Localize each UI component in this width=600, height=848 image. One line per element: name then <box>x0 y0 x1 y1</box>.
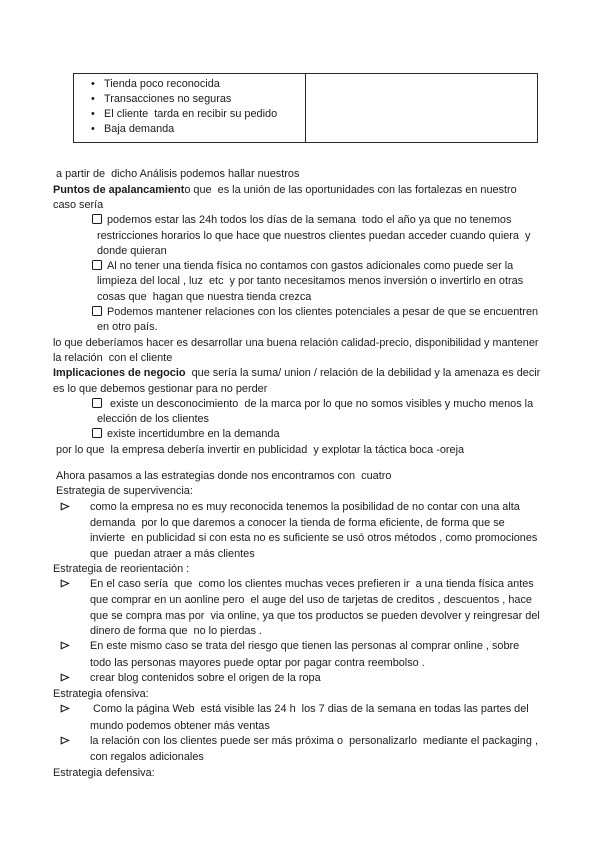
arrowhead-bullet-icon <box>75 703 85 718</box>
label-estrategia-defensiva <box>53 766 541 781</box>
table-row <box>74 74 538 143</box>
arrow-item-text: como la empresa no es muy reconocida tenemos la posibilidad de no contar con una alta demanda por lo que daremos a conocer la tienda de forma eficiente, de forma que se invierte en publicidad si con esta no es suficiente se usó otros métodos , como promociones que puedan atraer a más clientes <box>90 500 541 560</box>
list-item <box>74 122 301 137</box>
conclusion-paragraph <box>53 443 541 458</box>
checkbox-icon <box>92 306 102 316</box>
intro-text: a partir de dicho Análisis podemos hallar nuestros <box>53 168 300 181</box>
strategy-label-text: Estrategia de reorientación : <box>53 562 190 575</box>
checkbox-icon <box>92 260 102 270</box>
checklist-item-text: existe incertidumbre en la demanda <box>107 428 280 441</box>
arrow-item-text: En el caso sería que como los clientes muchas veces prefieren ir a una tienda física antes que comprar en un aonline pero el auge del uso de tarjetas de creditos , descuentos , hace que se compra mas por via online, ya que tos productos se pueden devolver y reingresar del dinero de forma que no lo pierdas . <box>90 578 543 637</box>
checklist-item <box>53 397 541 428</box>
heading-bold-text: Puntos de apalancamient <box>53 183 185 196</box>
conclusion-paragraph <box>53 336 541 367</box>
table-cell-weaknesses <box>74 74 306 143</box>
bullet-icon: • <box>91 108 95 121</box>
table-cell-empty <box>306 74 538 143</box>
bullet-icon: • <box>91 123 95 136</box>
list-item <box>74 77 301 92</box>
conclusion-text: lo que deberíamos hacer es desarrollar una buena relación calidad-precio, disponibilidad y mantener la relación con el cliente <box>53 336 542 364</box>
label-estrategia-reorientacion <box>53 562 541 577</box>
strategy-label-text: Estrategia ofensiva: <box>53 688 149 701</box>
arrowhead-bullet-icon <box>75 672 85 687</box>
arrowhead-bullet-icon <box>75 501 85 516</box>
bullet-icon: • <box>91 78 95 90</box>
label-estrategia-ofensiva <box>53 687 541 702</box>
heading-implicaciones-negocio <box>53 366 547 397</box>
arrow-item-text: la relación con los clientes puede ser más próxima o personalizarlo mediante el packaging , con regalos adicionales <box>90 735 541 764</box>
strategy-label-text: Estrategia defensiva: <box>53 766 155 779</box>
checklist-item-text: existe un desconocimiento de la marca por lo que no somos visibles y mucho menos la elección de los clientes <box>97 397 537 426</box>
bullet-icon: • <box>91 93 95 106</box>
arrow-list-item <box>53 577 541 639</box>
swot-table <box>73 73 538 143</box>
arrowhead-bullet-icon <box>75 735 85 750</box>
list-item-text: Tienda poco reconocida <box>104 78 220 90</box>
checklist-item <box>53 305 541 336</box>
checkbox-icon <box>92 214 102 224</box>
checklist-item-text: Al no tener una tienda física no contamos con gastos adicionales como puede ser la limpieza del local , luz etc y por tanto necesitamos menos inversión o invertirlo en otras cosas que hagan que nuestra tienda crezca <box>97 260 527 303</box>
arrow-list-item <box>53 702 541 734</box>
arrow-list-item <box>53 639 541 671</box>
checklist-item-text: Podemos mantener relaciones con los clientes potenciales a pesar de que se encuentren en otro país. <box>97 306 542 334</box>
arrow-list-item <box>53 671 541 687</box>
arrow-list-item <box>53 500 541 562</box>
strategy-label-text: Estrategia de supervivencia: <box>53 485 193 498</box>
list-item-text: Transacciones no seguras <box>104 93 232 106</box>
arrow-list-item <box>53 734 541 766</box>
estrategias-intro-text: Ahora pasamos a las estrategias donde nos encontramos con cuatro <box>53 470 392 483</box>
heading-bold-text: Implicaciones de negocio <box>53 367 186 380</box>
estrategias-intro-paragraph <box>53 469 541 484</box>
heading-rest-text: que sería la suma/ union / relación de la debilidad y la amenaza es decir es lo que debemos gestionar para no perder <box>53 367 547 395</box>
list-item <box>74 107 301 122</box>
checkbox-icon <box>92 428 102 438</box>
arrow-item-text: En este mismo caso se trata del riesgo que tienen las personas al comprar online , sobre todo las personas mayores puede optar por pagar contra reembolso . <box>90 640 523 669</box>
checklist-item <box>53 213 541 259</box>
checklist-item <box>53 427 541 442</box>
heading-rest-text: o que es la unión de las oportunidades con las fortalezas en nuestro caso sería <box>53 183 520 211</box>
heading-puntos-apalancamiento <box>53 183 541 214</box>
intro-paragraph <box>53 167 541 182</box>
arrow-item-text: crear blog contenidos sobre el origen de la ropa <box>90 671 321 684</box>
conclusion-text: por lo que la empresa debería invertir en publicidad y explotar la táctica boca -oreja <box>53 443 465 456</box>
list-item-text: El cliente tarda en recibir su pedido <box>104 108 278 121</box>
list-item <box>74 92 301 107</box>
list-item-text: Baja demanda <box>104 123 175 136</box>
checklist-item <box>53 259 541 305</box>
arrow-item-text: Como la página Web está visible las 24 h los 7 dias de la semana en todas las partes del mundo podemos obtener más ventas <box>90 703 532 732</box>
checkbox-icon <box>92 398 102 408</box>
blank-line <box>53 458 541 469</box>
label-estrategia-supervivencia <box>53 484 541 499</box>
checklist-item-text: podemos estar las 24h todos los días de la semana todo el año ya que no tenemos restricciones horarios lo que hace que nuestros clientes puedan acceder cuando quiera y donde quieran <box>97 214 534 257</box>
document-body <box>0 143 600 781</box>
arrowhead-bullet-icon <box>75 640 85 655</box>
arrowhead-bullet-icon <box>75 578 85 593</box>
